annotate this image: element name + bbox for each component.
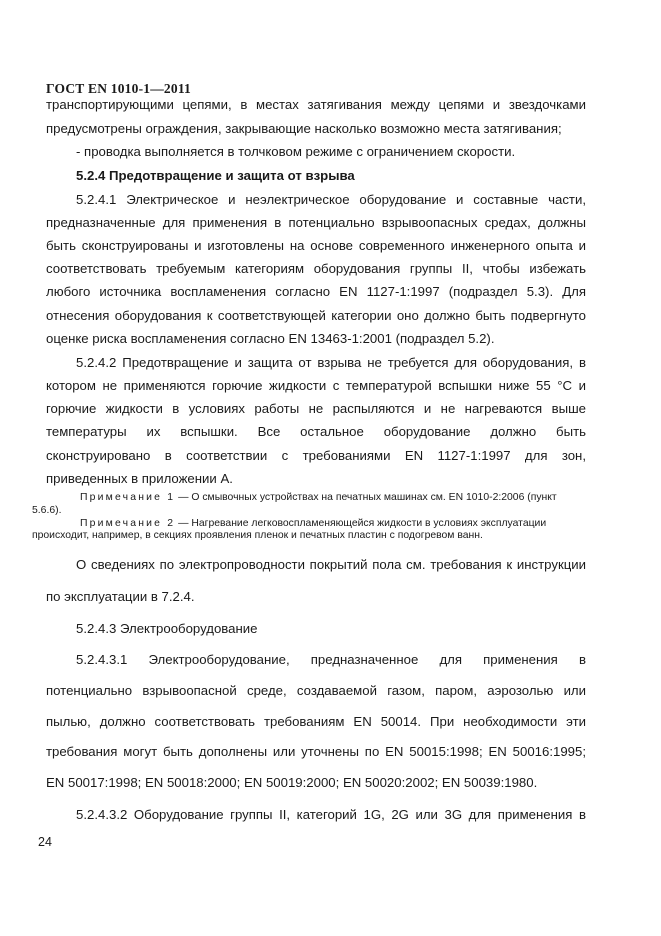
paragraph-line: по эксплуатации в 7.2.4. — [46, 589, 195, 604]
paragraph-line: 5.2.4.3.1 Электрооборудование, предназначенное для применения в — [76, 652, 586, 667]
note-1-continuation: 5.6.6). — [32, 505, 62, 516]
paragraph-line: предназначенные для применения в потенциально взрывоопасных средах, должны — [46, 215, 586, 230]
list-item: - проводка выполняется в толчковом режиме с ограничением скорости. — [76, 144, 516, 159]
paragraph-line: приведенных в приложении А. — [46, 471, 233, 486]
note-label: Примечание 2 — [80, 518, 176, 529]
paragraph-line: EN 50017:1998; EN 50018:2000; EN 50019:2000; EN 50020:2002; EN 50039:1980. — [46, 775, 538, 790]
note-1 — [80, 492, 586, 504]
paragraph-line: быть сконструированы и изготовлены на основе современного инженерного опыта и — [46, 238, 586, 253]
page-number: 24 — [38, 835, 52, 849]
paragraph-line: 5.2.4.2 Предотвращение и защита от взрыва не требуется для оборудования, в — [76, 355, 586, 370]
note-2-continuation: происходит, например, в секциях проявления пленок и печатных пластин с подогревом ванн. — [32, 530, 483, 541]
paragraph-line: транспортирующими цепями, в местах затягивания между цепями и звездочками — [46, 97, 586, 112]
note-text: — Нагревание легковоспламеняющейся жидкости в условиях эксплуатации — [175, 518, 547, 529]
paragraph-line: горючие жидкости в условиях работы не распыляются и не нагреваются выше — [46, 401, 586, 416]
paragraph-line: отнесения оборудования к соответствующей категории оно должно быть подвергнуто — [46, 308, 586, 323]
paragraph-line: сконструировано в соответствии с требованиями EN 1127-1:1997 для зон, — [46, 448, 586, 463]
paragraph-line: требования могут быть дополнены или уточнены по EN 50015:1998; EN 50016:1995; — [46, 744, 586, 759]
paragraph-line: О сведениях по электропроводности покрытий пола см. требования к инструкции — [76, 557, 586, 572]
document-header: ГОСТ EN 1010-1—2011 — [46, 81, 191, 96]
paragraph-line: пылью, должно соответствовать требованиям EN 50014. При необходимости эти — [46, 714, 586, 729]
paragraph-line: соответствовать требуемым категориям оборудования группы II, чтобы избежать — [46, 261, 586, 276]
subsection-heading: 5.2.4.3 Электрооборудование — [76, 621, 258, 636]
section-heading: 5.2.4 Предотвращение и защита от взрыва — [76, 168, 355, 183]
note-2 — [80, 518, 586, 530]
paragraph-line: 5.2.4.3.2 Оборудование группы II, категорий 1G, 2G или 3G для применения в — [76, 807, 586, 822]
paragraph-line: предусмотрены ограждения, закрывающие насколько возможно места затягивания; — [46, 121, 562, 136]
paragraph-line: 5.2.4.1 Электрическое и неэлектрическое оборудование и составные части, — [76, 192, 586, 207]
paragraph-line: потенциально взрывоопасной среде, создаваемой газом, паром, аэрозолью или — [46, 683, 586, 698]
paragraph-line: оценке риска воспламенения согласно EN 13463-1:2001 (подраздел 5.2). — [46, 331, 495, 346]
paragraph-line: любого источника воспламенения согласно EN 1127-1:1997 (подраздел 5.3). Для — [46, 284, 586, 299]
paragraph-line: температуры их вспышки. Все остальное оборудование должно быть — [46, 424, 586, 439]
note-text: — О смывочных устройствах на печатных машинах см. EN 1010-2:2006 (пункт — [175, 492, 557, 503]
paragraph-line: котором не применяются горючие жидкости с температурой вспышки ниже 55 °С и — [46, 378, 586, 393]
note-label: Примечание 1 — [80, 492, 176, 503]
